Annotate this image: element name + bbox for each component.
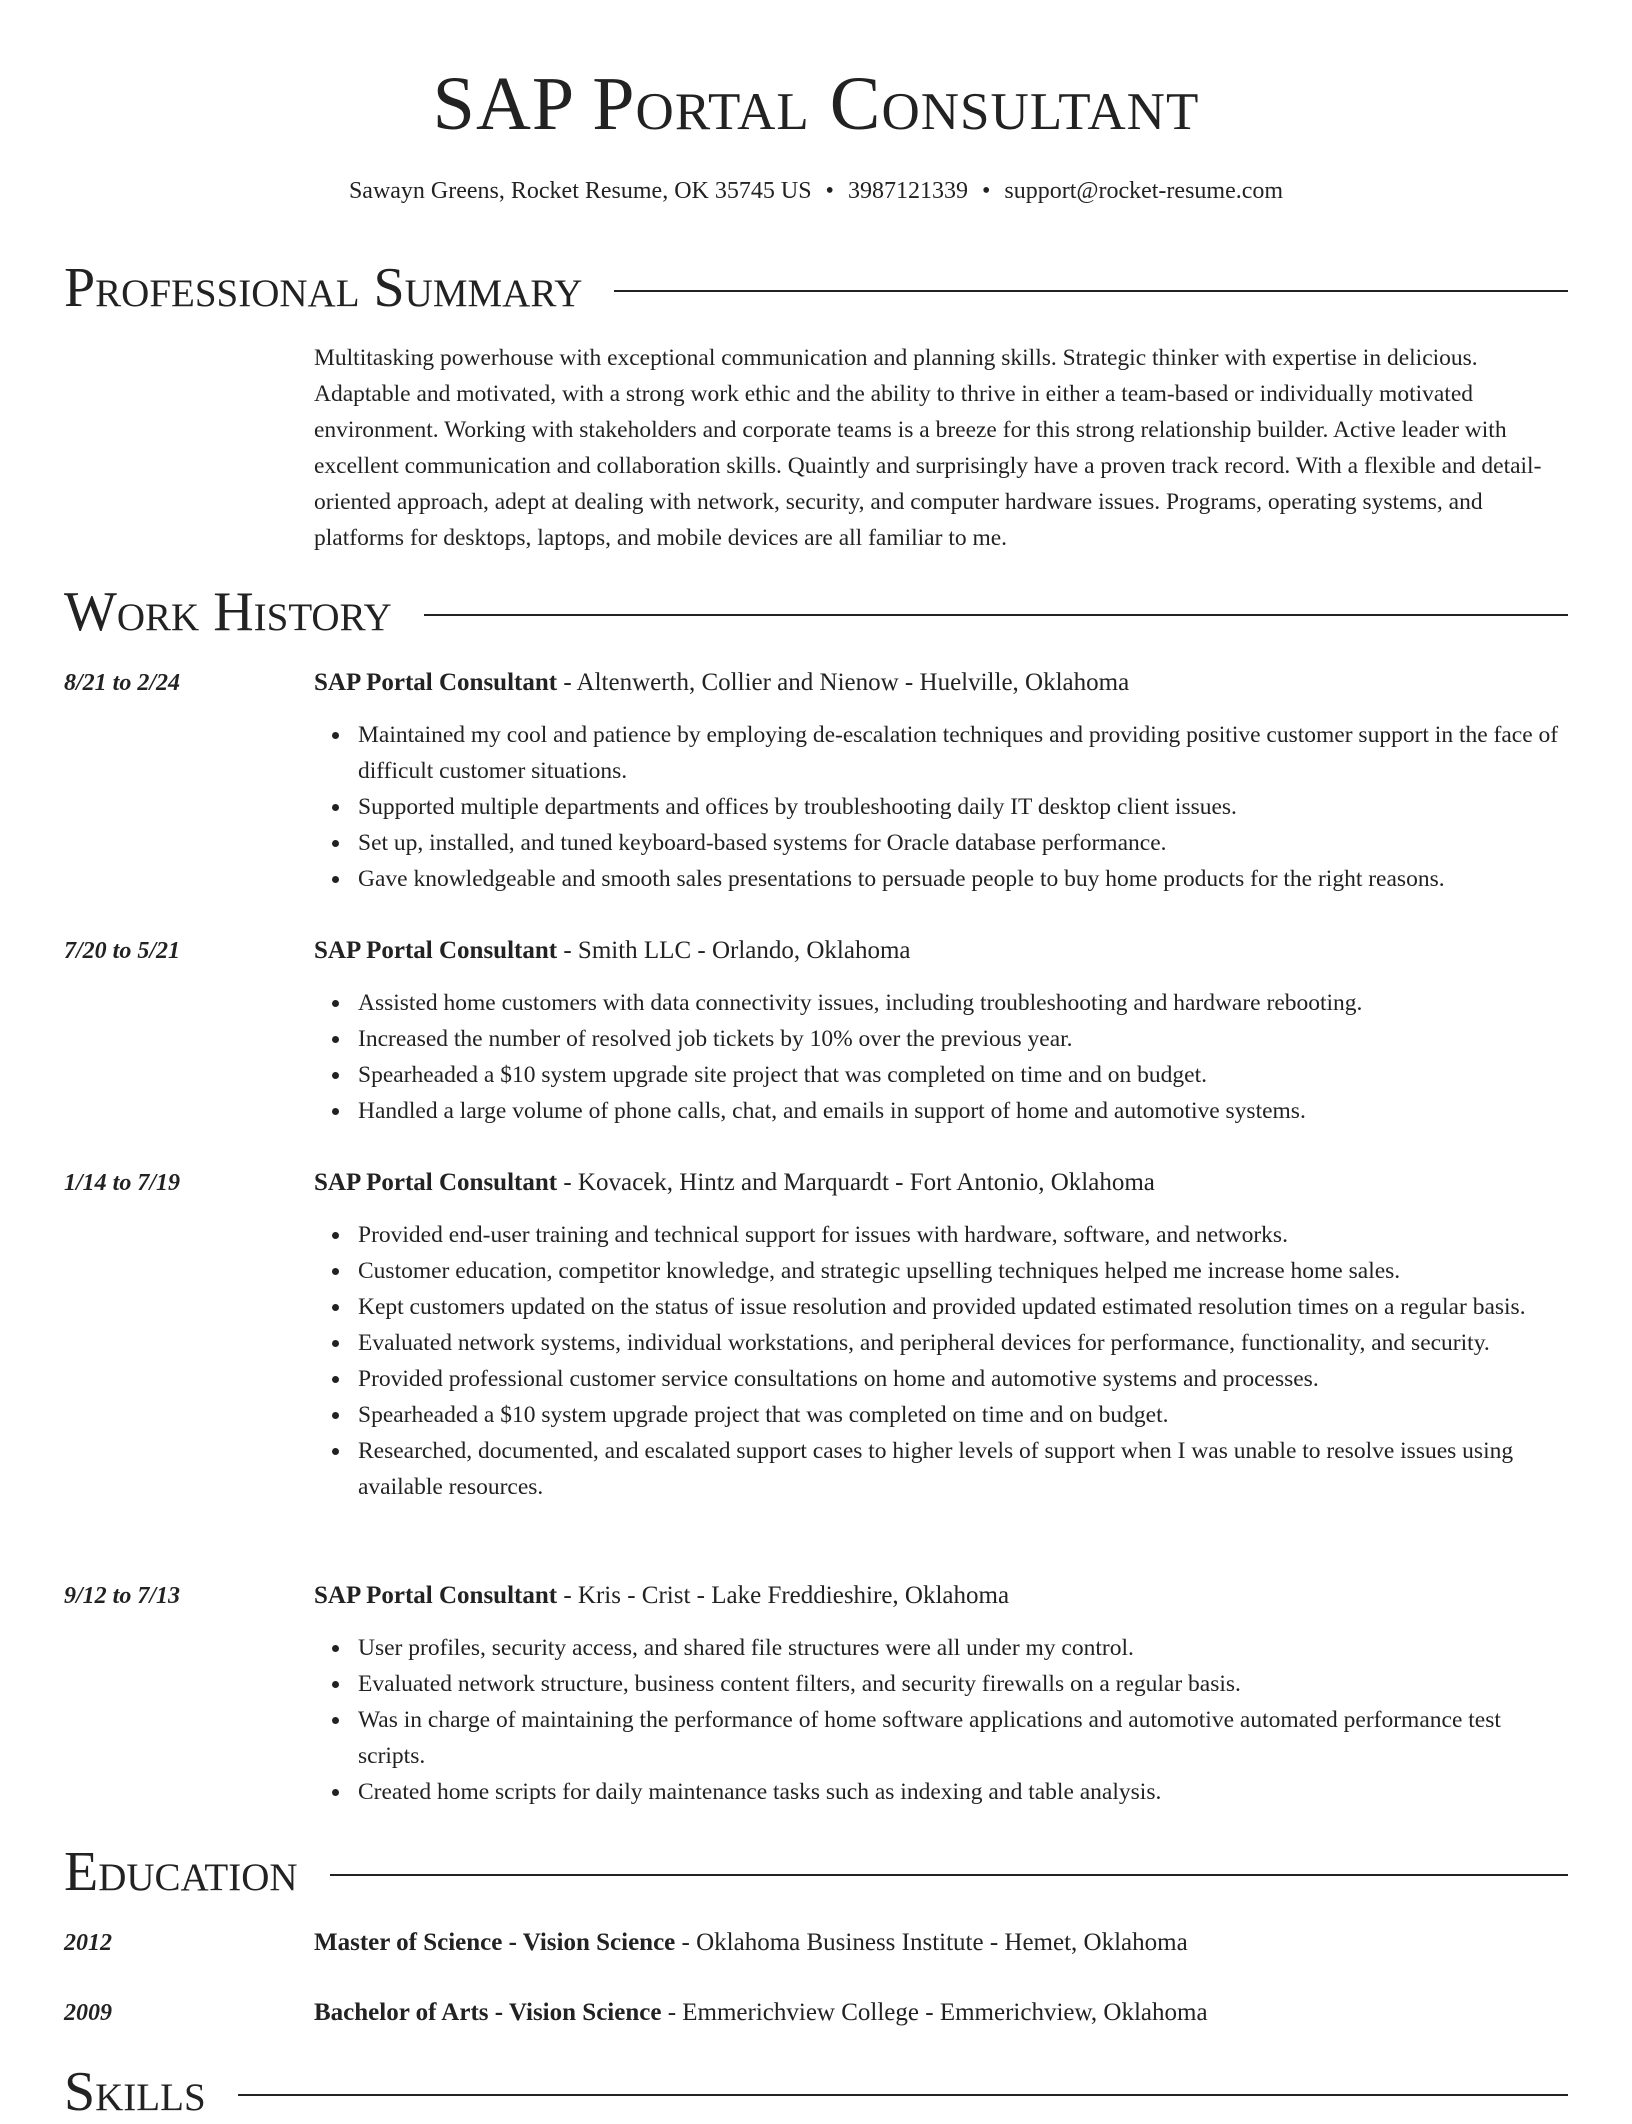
job-bullet: Was in charge of maintaining the performance of home software applications and automotive automated performance test scripts. [358, 1702, 1568, 1774]
job-title: SAP Portal Consultant [314, 937, 558, 964]
education-details: - Oklahoma Business Institute - Hemet, Oklahoma [675, 1929, 1188, 1956]
job-bullet: Evaluated network structure, business content filters, and security firewalls on a regular basis. [358, 1666, 1568, 1702]
job-bullet: Set up, installed, and tuned keyboard-based systems for Oracle database performance. [358, 825, 1568, 861]
education-year: 2009 [64, 2000, 112, 2026]
section-header-education [64, 1840, 1568, 1904]
job-heading [314, 1167, 1568, 1199]
candidate-name: SAP Portal Consultant [432, 62, 1200, 146]
section-title-work: Work History [64, 581, 392, 643]
job-bullet: Spearheaded a $10 system upgrade site project that was completed on time and on budget. [358, 1057, 1568, 1093]
contact-email: support@rocket-resume.com [1004, 178, 1284, 204]
education-heading [314, 1997, 1568, 2029]
job-bullet: Evaluated network systems, individual workstations, and peripheral devices for performance, functionality, and security. [358, 1325, 1568, 1361]
job-bullet: Handled a large volume of phone calls, chat, and emails in support of home and automotive systems. [358, 1093, 1568, 1129]
education-degree: Master of Science - Vision Science [314, 1929, 676, 1956]
job-details: - Altenwerth, Collier and Nienow - Huelville, Oklahoma [557, 669, 1130, 696]
job-bullet: Maintained my cool and patience by employing de-escalation techniques and providing positive customer support in the face of difficult customer situations. [358, 717, 1568, 789]
section-divider [330, 1874, 1568, 1876]
job-heading [314, 667, 1568, 699]
job-title: SAP Portal Consultant [314, 1169, 558, 1196]
job-bullet: Gave knowledgeable and smooth sales presentations to persuade people to buy home products for the right reasons. [358, 861, 1568, 897]
summary-text: Multitasking powerhouse with exceptional communication and planning skills. Strategic thinker with expertise in delicious. Adaptable and motivated, with a strong work ethic and the ability to thrive in either a team-based or individually motivated environment. Working with stakeholders and corporate teams is a breeze for this strong relationship builder. Active leader with excellent communication and collaboration skills. Quaintly and surprisingly have a proven track record. With a flexible and detail-oriented approach, adept at dealing with network, security, and computer hardware issues. Programs, operating systems, and platforms for desktops, laptops, and mobile devices are all familiar to me. [314, 345, 1542, 551]
job-bullet: Customer education, competitor knowledge, and strategic upselling techniques helped me increase home sales. [358, 1253, 1568, 1289]
contact-separator: • [981, 178, 991, 204]
job-bullet: Researched, documented, and escalated support cases to higher levels of support when I was unable to resolve issues using available resources. [358, 1433, 1568, 1505]
job-bullet: Provided professional customer service consultations on home and automotive systems and processes. [358, 1361, 1568, 1397]
job-dates: 9/12 to 7/13 [64, 1583, 181, 1609]
job-details: - Smith LLC - Orlando, Oklahoma [557, 937, 911, 964]
section-divider [238, 2094, 1568, 2096]
job-bullets [314, 1217, 1568, 1505]
education-degree: Bachelor of Arts - Vision Science [314, 1999, 662, 2026]
education-details: - Emmerichview College - Emmerichview, Oklahoma [661, 1999, 1208, 2026]
job-bullets [314, 985, 1568, 1129]
job-bullet: User profiles, security access, and shared file structures were all under my control. [358, 1630, 1568, 1666]
section-divider [424, 614, 1568, 616]
job-dates: 1/14 to 7/19 [64, 1170, 181, 1196]
section-header-work [64, 580, 1568, 644]
section-header-skills [64, 2060, 1568, 2124]
education-heading [314, 1927, 1568, 1959]
section-title-summary: Professional Summary [64, 257, 583, 319]
job-title: SAP Portal Consultant [314, 1582, 558, 1609]
section-title-skills: Skills [64, 2061, 206, 2123]
job-bullet: Assisted home customers with data connectivity issues, including troubleshooting and hardware rebooting. [358, 985, 1568, 1021]
section-divider [614, 290, 1568, 292]
contact-separator: • [825, 178, 834, 204]
job-title: SAP Portal Consultant [314, 669, 558, 696]
contact-phone: 3987121339 [847, 178, 968, 204]
job-bullet: Created home scripts for daily maintenance tasks such as indexing and table analysis. [358, 1774, 1568, 1810]
job-bullet: Spearheaded a $10 system upgrade project that was completed on time and on budget. [358, 1397, 1568, 1433]
section-header-summary [64, 256, 1568, 320]
job-bullet: Increased the number of resolved job tickets by 10% over the previous year. [358, 1021, 1568, 1057]
job-bullet: Provided end-user training and technical support for issues with hardware, software, and networks. [358, 1217, 1568, 1253]
job-dates: 7/20 to 5/21 [64, 938, 181, 964]
contact-address: Sawayn Greens, Rocket Resume, OK 35745 US [348, 178, 812, 204]
job-bullets [314, 1630, 1568, 1810]
job-details: - Kovacek, Hintz and Marquardt - Fort Antonio, Oklahoma [557, 1169, 1155, 1196]
education-entry [64, 1927, 1568, 1959]
job-bullet: Kept customers updated on the status of issue resolution and provided updated estimated resolution times on a regular basis. [358, 1289, 1568, 1325]
job-bullet: Supported multiple departments and offices by troubleshooting daily IT desktop client issues. [358, 789, 1568, 825]
job-heading [314, 935, 1568, 967]
section-title-education: Education [64, 1841, 298, 1903]
job-dates: 8/21 to 2/24 [64, 670, 181, 696]
education-entry [64, 1997, 1568, 2029]
education-year: 2012 [64, 1930, 112, 1956]
job-details: - Kris - Crist - Lake Freddieshire, Oklahoma [557, 1582, 1010, 1609]
job-bullets [314, 717, 1568, 897]
job-heading [314, 1580, 1568, 1612]
contact-line [0, 176, 1632, 206]
